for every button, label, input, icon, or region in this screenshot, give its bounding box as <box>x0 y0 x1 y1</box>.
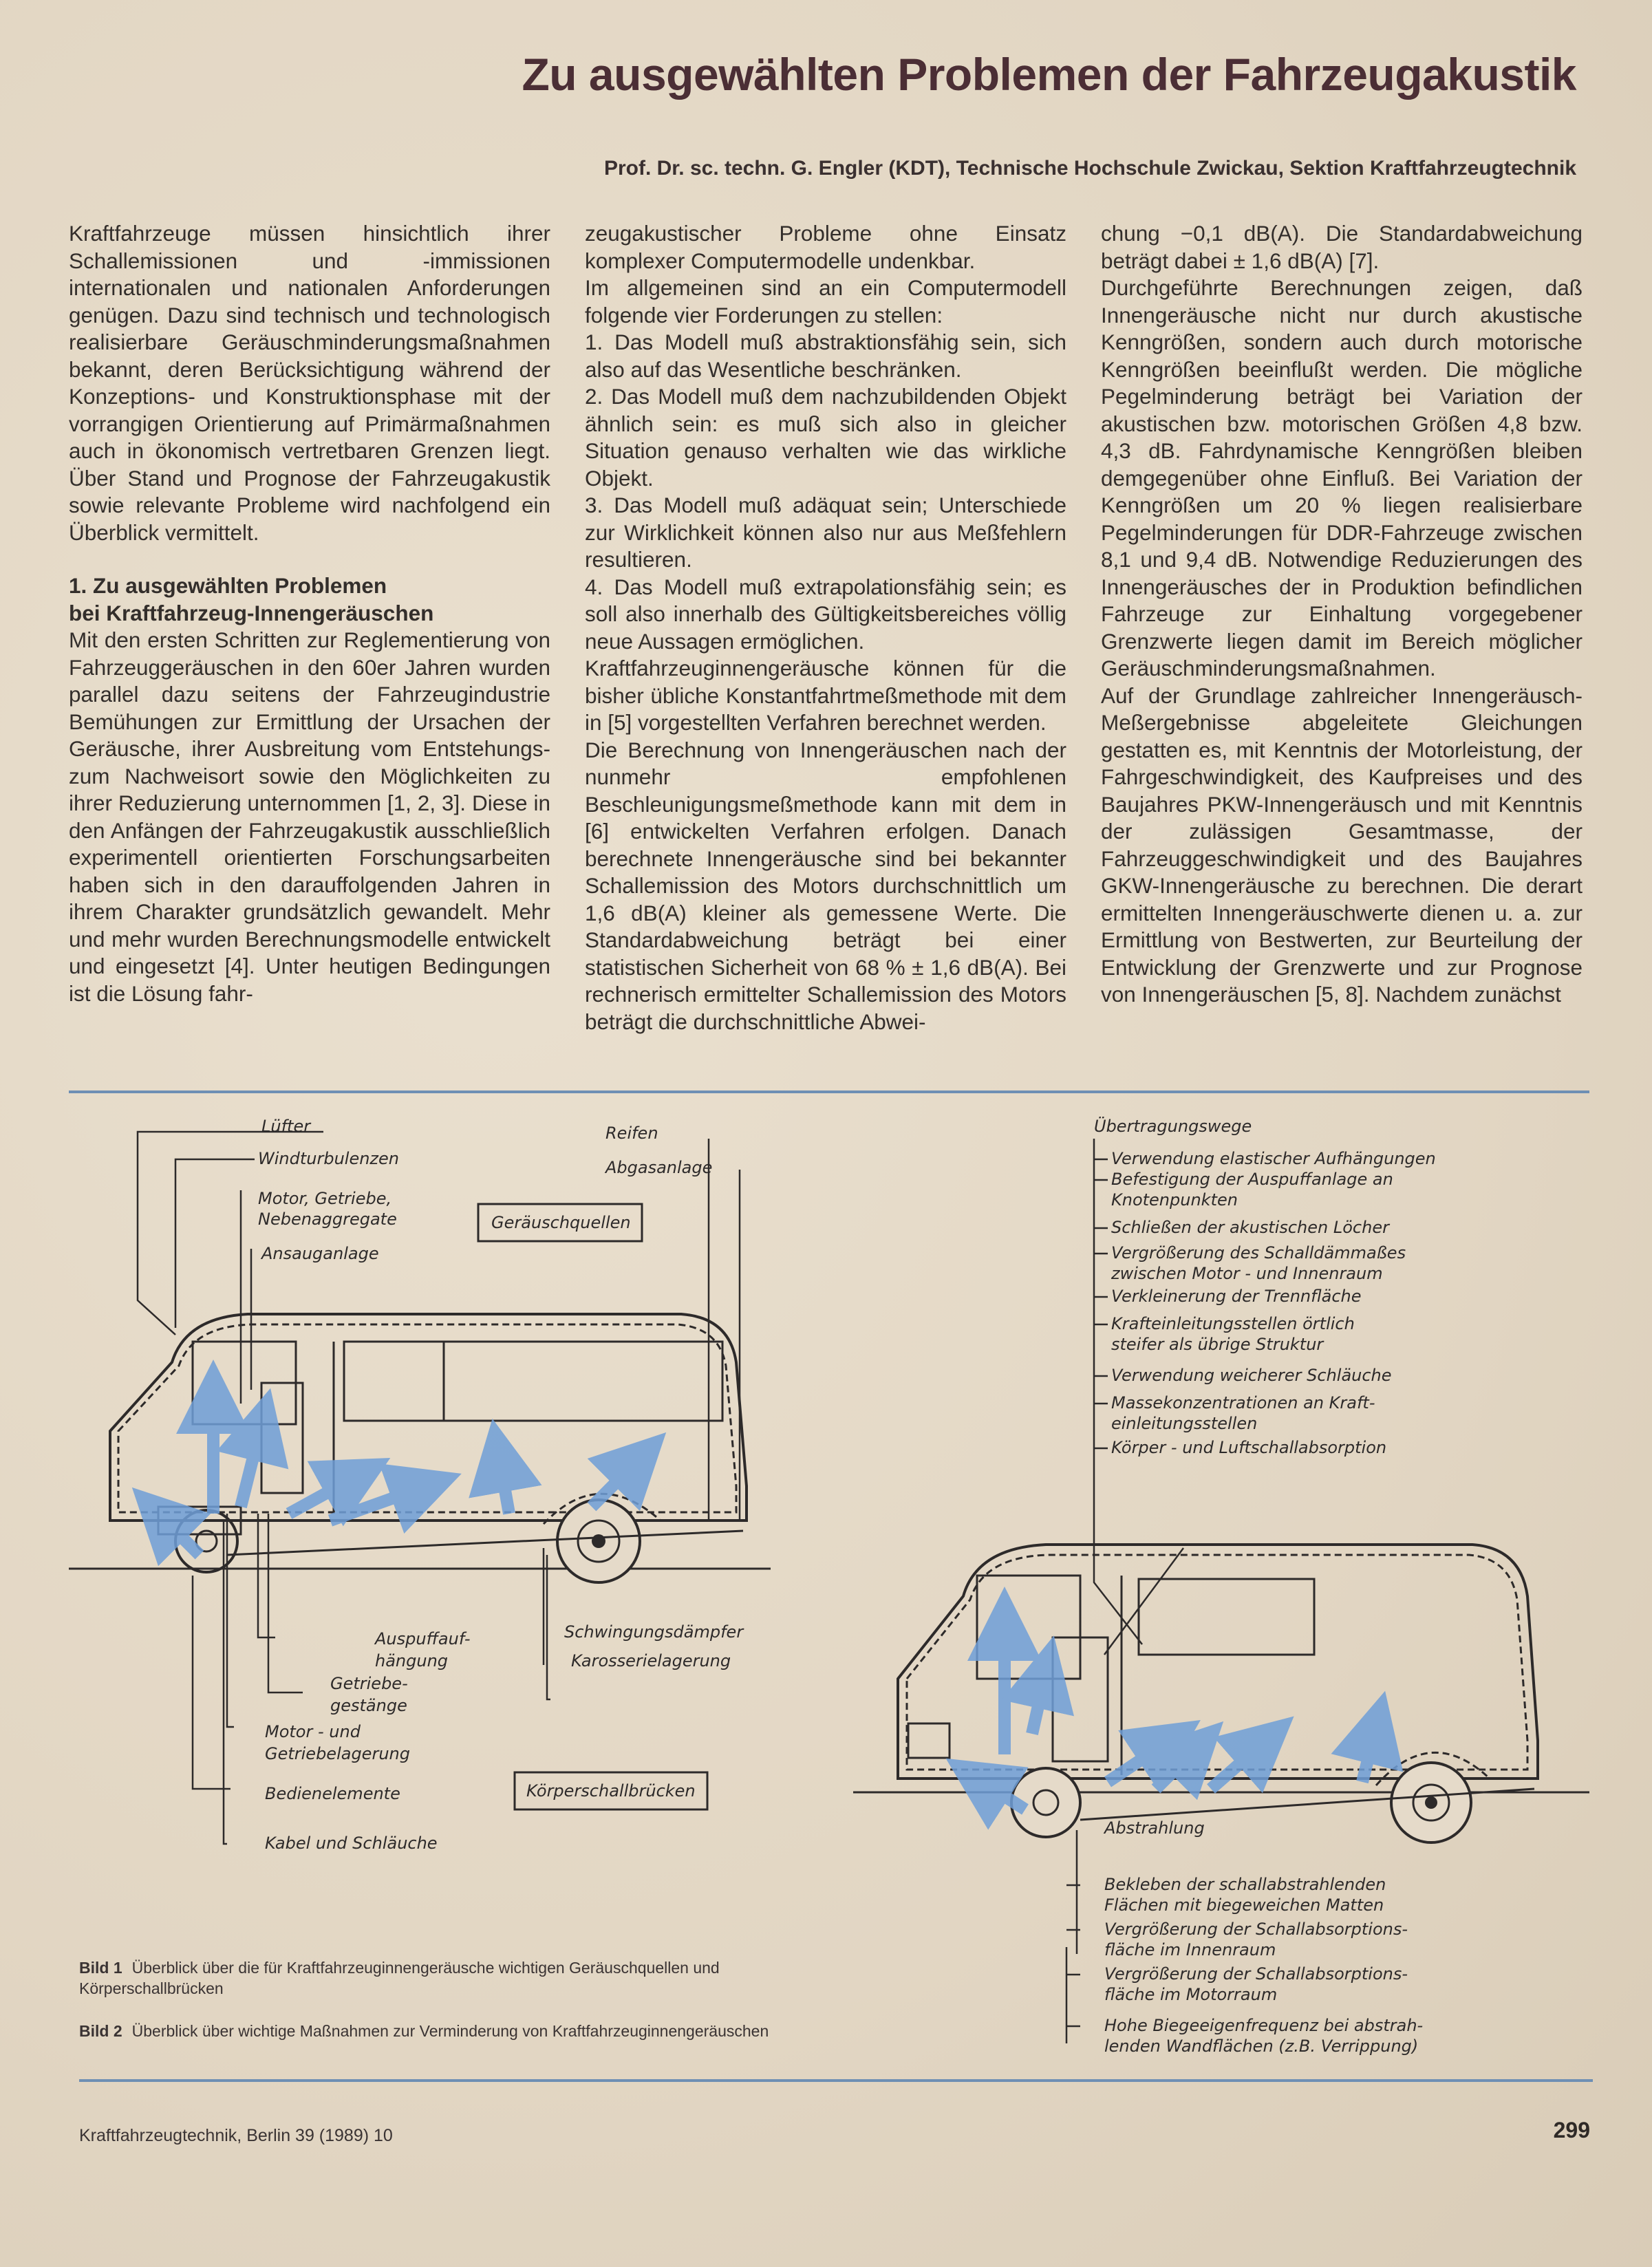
requirement-3: 3. Das Modell muß adäquat sein; Unterschiede zur Wirklichkeit können also nur aus Meßfehlern resultieren. <box>585 493 1066 572</box>
text-column-3 <box>1101 220 1583 1009</box>
caption-bild-1-text: Überblick über die für Kraftfahrzeuginnengeräusche wichtigen Geräuschquellen und Körperschallbrücken <box>79 1959 720 1997</box>
measure-8: Krafteinleitungsstellen örtlich <box>1111 1314 1355 1333</box>
label-kabel-schlaeuche: Kabel und Schläuche <box>265 1834 438 1853</box>
measure-10: Verwendung weicherer Schläuche <box>1111 1366 1392 1385</box>
radiation-measure-2: Flächen mit biegeweichen Matten <box>1104 1895 1384 1915</box>
label-karosserielagerung: Karosserielagerung <box>571 1651 731 1670</box>
radiation-measure-1: Bekleben der schallabstrahlenden <box>1104 1875 1386 1894</box>
requirement-1: 1. Das Modell muß abstraktionsfähig sein, sich also auf das Wesentliche beschränken. <box>585 330 1066 382</box>
label-getriebelagerung: Getriebelagerung <box>265 1744 410 1763</box>
label-geraeuschquellen: Geräuschquellen <box>491 1213 631 1232</box>
label-gestaenge: gestänge <box>330 1696 407 1715</box>
caption-bild-1-label: Bild 1 <box>79 1959 122 1977</box>
bottom-figure-rule <box>79 2079 1593 2082</box>
label-koerperschallbruecken: Körperschallbrücken <box>526 1781 696 1801</box>
label-auspuffaufhaengung: Auspuffauf- <box>375 1629 471 1648</box>
text-column-1 <box>69 220 550 1007</box>
measure-9: steifer als übrige Struktur <box>1111 1335 1324 1354</box>
paragraph: zeugakustischer Probleme ohne Einsatz komplexer Computermodelle undenkbar. <box>585 221 1066 273</box>
label-abstrahlung: Abstrahlung <box>1104 1818 1205 1838</box>
figure2-van <box>853 1116 1589 2056</box>
label-reifen: Reifen <box>605 1124 658 1143</box>
paragraph: Im allgemeinen sind an ein Computermodell folgende vier Forderungen zu stellen: <box>585 275 1066 327</box>
label-motor-getriebe: Motor, Getriebe, <box>258 1189 392 1208</box>
author-line: Prof. Dr. sc. techn. G. Engler (KDT), Technische Hochschule Zwickau, Sektion Kraftfahrzeugtechnik <box>603 157 1576 180</box>
label-schwingungsdaempfer: Schwingungsdämpfer <box>564 1622 744 1642</box>
radiation-measure-7: Hohe Biegeeigenfrequenz bei abstrah- <box>1104 2016 1424 2035</box>
label-uebertragungswege: Übertragungswege <box>1094 1117 1252 1136</box>
measure-12: einleitungsstellen <box>1111 1414 1258 1433</box>
label-haengung: hängung <box>375 1651 449 1670</box>
radiation-measure-5: Vergrößerung der Schallabsorptions- <box>1104 1964 1408 1984</box>
paragraph: Auf der Grundlage zahlreicher Innengeräusch-Meßergebnisse abgeleitete Gleichungen gestatten es, mit Kenntnis der Motorleistung, der Fahrgeschwindigkeit, des Kaufpreises und des Baujahres PKW-Innengeräusch und mit Kenntnis der zulässigen Gesamtmasse, der Fahrzeuggeschwindigkeit und des Baujahres GKW-Innengeräusche zu berechnen. Die derart ermittelten Innengeräuschwerte dienen u. a. zur Ermittlung von Bestwerten, zur Beurteilung der Entwicklung der Grenzwerte und zur Prognose von Innengeräuschen [5, 8]. Nachdem zunächst <box>1101 683 1583 1007</box>
requirement-2: 2. Das Modell muß dem nachzubildenden Objekt ähnlich sein: es muß sich also in gleicher Situation genauso verhalten wie das wirkliche Objekt. <box>585 384 1066 491</box>
label-luefter: Lüfter <box>261 1117 311 1136</box>
text-column-2 <box>585 220 1066 1035</box>
measure-6: zwischen Motor - und Innenraum <box>1111 1264 1383 1283</box>
radiation-measure-6: fläche im Motorraum <box>1104 1985 1278 2004</box>
page-number: 299 <box>1553 2118 1590 2142</box>
measure-4: Schließen der akustischen Löcher <box>1111 1218 1389 1237</box>
section-heading-line1: 1. Zu ausgewählten Problemen <box>69 573 387 598</box>
label-getriebe: Getriebe- <box>330 1674 408 1693</box>
label-nebenaggregate: Nebenaggregate <box>258 1210 397 1229</box>
intro-paragraph: Kraftfahrzeuge müssen hinsichtlich ihrer Schallemissionen und -immissionen internationalen und nationalen Anforderungen genügen. Dazu sind technisch und technologisch realisierbare Geräuschminderungsmaßnahmen bekannt, deren Berücksichtigung während der Konzeptions- und Konstruktionsphase mit der vorrangigen Orientierung auf Primärmaßnahmen auch in ökonomisch vertretbaren Grenzen liegt. Über Stand und Prognose der Fahrzeugakustik sowie relevante Probleme wird nachfolgend ein Überblick vermittelt. <box>69 221 550 545</box>
paragraph: Durchgeführte Berechnungen zeigen, daß Innengeräusche nicht nur durch akustische Kenngrößen, sondern auch durch motorische Kenngrößen beeinflußt werden. Die mögliche Pegelminderung beträgt bei Variation der akustischen bzw. motorischen Größen 4,8 bzw. 4,3 dB. Fahrdynamische Kenngrößen bleiben demgegenüber ohne Einfluß. Bei Variation der Kenngrößen um 20 % liegen realisierbare Pegelminderungen für DDR-Fahrzeuge zwischen 8,1 und 9,4 dB. Notwendige Reduzierungen des Innengeräusches der in Produktion befindlichen Fahrzeuge zur Einhaltung vorgegebener Grenzwerte liegen damit im Bereich möglicher Geräuschminderungsmaßnahmen. <box>1101 275 1583 680</box>
figure1-van <box>69 1117 771 1853</box>
radiation-measure-3: Vergrößerung der Schallabsorptions- <box>1104 1920 1408 1939</box>
article-title: Zu ausgewählten Problemen der Fahrzeugakustik <box>522 49 1576 100</box>
measure-5: Vergrößerung des Schalldämmaßes <box>1111 1243 1406 1263</box>
paragraph: chung −0,1 dB(A). Die Standardabweichung beträgt dabei ± 1,6 dB(A) [7]. <box>1101 221 1583 273</box>
section-heading-line2: bei Kraftfahrzeug-Innengeräuschen <box>69 600 434 625</box>
caption-bild-2-text: Überblick über wichtige Maßnahmen zur Verminderung von Kraftfahrzeuginnengeräuschen <box>131 2022 769 2040</box>
figure-svg <box>69 1101 1596 2064</box>
top-figure-rule <box>69 1090 1589 1093</box>
radiation-measure-4: fläche im Innenraum <box>1104 1940 1276 1959</box>
figure-area <box>69 1101 1596 2064</box>
label-motor-und: Motor - und <box>265 1722 361 1741</box>
radiation-measure-8: lenden Wandflächen (z.B. Verrippung) <box>1104 2037 1419 2056</box>
requirement-4: 4. Das Modell muß extrapolationsfähig sein; es soll also innerhalb des Gültigkeitsbereiches völlig neue Aussagen ermöglichen. <box>585 574 1066 654</box>
label-windturbulenzen: Windturbulenzen <box>258 1149 399 1168</box>
label-bedienelemente: Bedienelemente <box>265 1784 400 1803</box>
caption-bild-1 <box>79 1957 843 1999</box>
measure-13: Körper - und Luftschallabsorption <box>1111 1438 1387 1457</box>
measure-1: Verwendung elastischer Aufhängungen <box>1111 1149 1436 1168</box>
label-ansauganlage: Ansauganlage <box>261 1244 379 1263</box>
caption-bild-2 <box>79 2021 843 2041</box>
measure-7: Verkleinerung der Trennfläche <box>1111 1287 1362 1306</box>
section-paragraph: Mit den ersten Schritten zur Reglementierung von Fahrzeuggeräuschen in den 60er Jahren wurden parallel dazu seitens der Fahrzeugindustrie Bemühungen zur Ermittlung der Ursachen der Geräusche, ihrer Ausbreitung vom Entstehungs- zum Nachweisort sowie den Möglichkeiten zu ihrer Reduzierung unternommen [1, 2, 3]. Diese in den Anfängen der Fahrzeugakustik ausschließlich experimentell orientierten Forschungsarbeiten haben sich in den darauffolgenden Jahren in ihrem Charakter grundsätzlich gewandelt. Mehr und mehr wurden Berechnungsmodelle entwickelt und eingesetzt [4]. Unter heutigen Bedingungen ist die Lösung fahr- <box>69 627 550 1006</box>
paragraph: Die Berechnung von Innengeräuschen nach der nunmehr empfohlenen Beschleunigungsmeßmethode kann mit dem in [6] entwickelten Verfahren erfolgen. Danach berechnete Innengeräusche sind bei bekannter Schallemission des Motors durchschnittlich um 1,6 dB(A) kleiner als gemessene Werte. Die Standardabweichung beträgt bei einer statistischen Sicherheit von 68 % ± 1,6 dB(A). Bei rechnerisch ermittelter Schallemission des Motors beträgt die durchschnittliche Abwei- <box>585 737 1066 1034</box>
measure-11: Massekonzentrationen an Kraft- <box>1111 1393 1375 1412</box>
label-abgasanlage: Abgasanlage <box>605 1158 713 1177</box>
paragraph: Kraftfahrzeuginnengeräusche können für die bisher übliche Konstantfahrtmeßmethode mit dem in [5] vorgestellten Verfahren berechnet werden. <box>585 656 1066 735</box>
measure-2: Befestigung der Auspuffanlage an <box>1111 1170 1393 1189</box>
caption-bild-2-label: Bild 2 <box>79 2022 122 2040</box>
measure-3: Knotenpunkten <box>1111 1190 1238 1210</box>
footer-citation: Kraftfahrzeugtechnik, Berlin 39 (1989) 10 <box>79 2126 393 2145</box>
